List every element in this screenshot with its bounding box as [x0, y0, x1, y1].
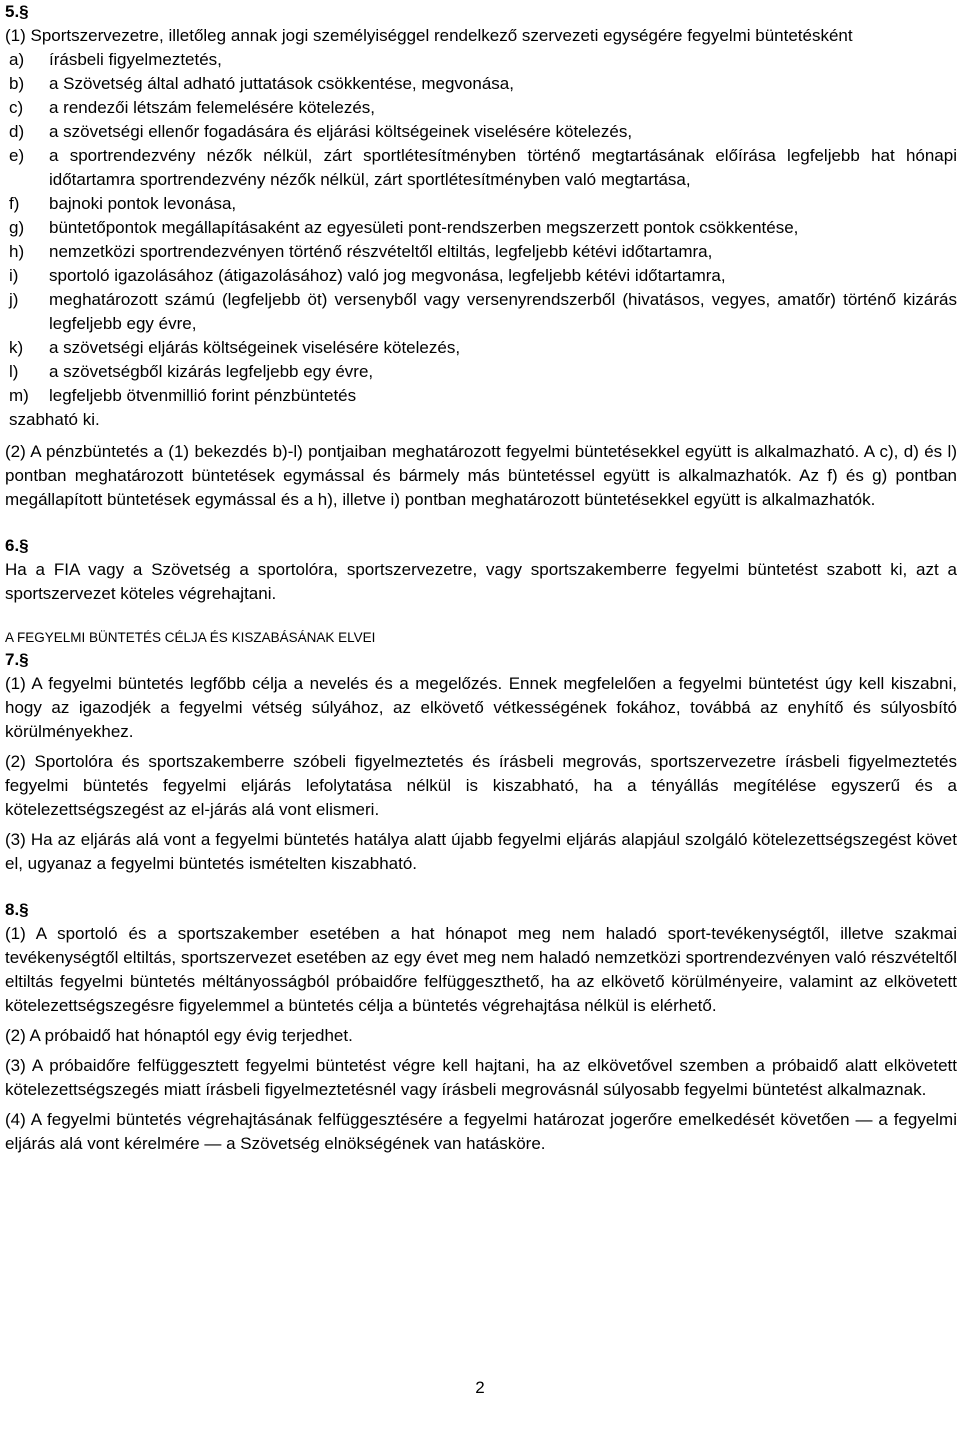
section-8-heading: 8.§	[5, 900, 29, 919]
chapter-title: A FEGYELMI BÜNTETÉS CÉLJA ÉS KISZABÁSÁNAK ELVEI	[5, 630, 376, 645]
section-8-paragraph-4: (4) A fegyelmi büntetés végrehajtásának felfüggesztésére a fegyelmi határozat jogerőre emelkedését követően — a fegyelmi eljárás alá vont kérelmére — a Szövetség elnökségének van hatásköre.	[5, 1110, 957, 1153]
list-item: c) a rendezői létszám felemelésére kötelezés,	[9, 98, 375, 117]
section-7-paragraph-3: (3) Ha az eljárás alá vont a fegyelmi büntetés hatálya alatt újabb fegyelmi eljárás alapjául szolgáló kötelezettségszegést követ el, ugyanaz a fegyelmi büntetés ismételten kiszabható.	[5, 830, 957, 873]
section-7-paragraph-2: (2) Sportolóra és sportszakemberre szóbeli figyelmeztetés és írásbeli megrovás, sportszervezetre írásbeli figyelmeztetés fegyelmi büntetés fegyelmi eljárás lefolytatása nélkül is kiszabható, ha a tényállás megítélése egyszerű és a kötelezettségszegést az el-járás alá vont elismeri.	[5, 752, 957, 819]
section-8-paragraph-2: (2) A próbaidő hat hónaptól egy évig terjedhet.	[5, 1026, 353, 1045]
section-6-heading: 6.§	[5, 536, 29, 555]
page-number: 2	[475, 1378, 485, 1397]
section-8-paragraph-1: (1) A sportoló és a sportszakember esetében a hat hónapot meg nem haladó sport-tevékenységtől, illetve szakmai tevékenységtől eltiltás, sportszervezet esetében az egy évet meg nem haladó nemzetközi sportrendezvényen való részvételtől eltiltás fegyelmi büntetés méltányosságból próbaidőre felfüggeszthető, ha az elkövető körülményeire, valamint az elkövetett kötelezettségszegésre figyelemmel a büntetés célja a büntetés végrehajtása nélkül is elérhető.	[5, 924, 957, 1015]
section-8-paragraph-3: (3) A próbaidőre felfüggesztett fegyelmi büntetést végre kell hajtani, ha az elkövetővel szemben a próbaidő alatt elkövetett kötelezettségszegés miatt írásbeli figyelmeztetésnél vagy írásbeli megrovásnál súlyosabb fegyelmi büntetést alkalmaznak.	[5, 1056, 957, 1099]
list-item: g) büntetőpontok megállapításaként az egyesületi pont-rendszerben megszerzett pontok csökkentése,	[9, 218, 799, 237]
list-item: h) nemzetközi sportrendezvényen történő részvételtől eltiltás, legfeljebb kétévi időtartamra,	[9, 242, 713, 261]
list-item: l) a szövetségből kizárás legfeljebb egy évre,	[9, 362, 374, 381]
document-page	[5, 0, 957, 1162]
list-item: b) a Szövetség által adható juttatások csökkentése, megvonása,	[9, 74, 514, 93]
list-item: a) írásbeli figyelmeztetés,	[9, 50, 222, 69]
penalty-list	[5, 48, 957, 408]
section-7-heading: 7.§	[5, 650, 29, 669]
list-item: f) bajnoki pontok levonása,	[9, 194, 237, 213]
section-6-paragraph-1: Ha a FIA vagy a Szövetség a sportolóra, sportszervezetre, vagy sportszakemberre fegyelmi büntetést szabott ki, azt a sportszervezet köteles végrehajtani.	[5, 560, 957, 603]
section-7-paragraph-1: (1) A fegyelmi büntetés legfőbb célja a nevelés és a megelőzés. Ennek megfelelően a fegyelmi büntetést úgy kell kiszabni, hogy az igazodjék a fegyelmi vétség súlyához, az elkövető vétkességének fokához, továbbá az enyhítő és súlyosbító körülményekhez.	[5, 674, 957, 741]
list-item: d) a szövetségi ellenőr fogadására és eljárási költségeinek viselésére kötelezés,	[9, 122, 633, 141]
list-item: k) a szövetségi eljárás költségeinek viselésére kötelezés,	[9, 338, 461, 357]
list-item: j) meghatározott számú (legfeljebb öt) versenyből vagy versenyrendszerből (hivatásos, vegyes, amatőr) történő kizárás legfeljebb egy évre,	[9, 290, 957, 333]
list-item: m) legfeljebb ötvenmillió forint pénzbüntetés	[9, 386, 357, 405]
list-item: e) a sportrendezvény nézők nélkül, zárt sportlétesítményben történő megtartásának előírása legfeljebb hat hónapi időtartamra sportrendezvény nézők nélkül, zárt sportlétesítményben való megtartása,	[9, 146, 957, 189]
section-5-intro: (1) Sportszervezetre, illetőleg annak jogi személyiséggel rendelkező szervezeti egységére fegyelmi büntetésként	[5, 26, 853, 45]
section-5-paragraph-2: (2) A pénzbüntetés a (1) bekezdés b)-l) pontjaiban meghatározott fegyelmi büntetésekkel együtt is alkalmazható. A c), d) és l) pontban meghatározott büntetések egymással és bármely más büntetéssel együtt is alkalmazhatók. Az f) és g) pontban megállapított büntetések egymással és a h), illetve i) pontban meghatározott büntetésekkel együtt is alkalmazhatók.	[5, 442, 957, 509]
list-item: i) sportoló igazolásához (átigazolásához) való jog megvonása, legfeljebb kétévi időtartamra,	[9, 266, 726, 285]
section-5-closing: szabható ki.	[9, 410, 100, 429]
section-5-heading: 5.§	[5, 2, 29, 21]
